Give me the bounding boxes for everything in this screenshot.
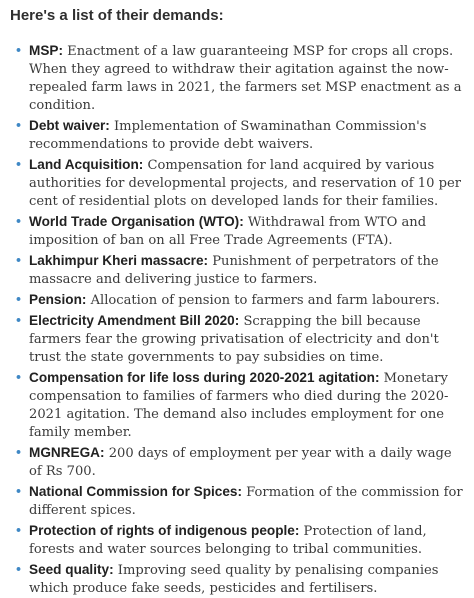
demand-term: Land Acquisition:: [29, 157, 144, 172]
demands-list: [10, 42, 464, 598]
demand-text: Compensation for land acquired by various authorities for developmental projects, and reservation of 10 per cent of residential plots on developed lands for their families.: [29, 158, 461, 209]
demand-text: Scrapping the bill because farmers fear the growing privatisation of electricity and don't trust the state governments to pay subsidies on time.: [29, 314, 439, 365]
bullet-icon: •: [15, 293, 23, 306]
demand-text: Enactment of a law guaranteeing MSP for crops all crops. When they agreed to withdraw their agitation against the now-repealed farm laws in 2021, the farmers set MSP enactment as a condition.: [29, 44, 462, 113]
list-item: [10, 42, 464, 115]
bullet-icon: •: [15, 119, 23, 132]
list-item: [10, 369, 464, 442]
list-item: [10, 561, 464, 598]
bullet-icon: •: [15, 44, 23, 57]
demand-text: Allocation of pension to farmers and farm labourers.: [86, 293, 440, 308]
demand-text: Formation of the commission for different spices.: [29, 485, 463, 518]
bullet-icon: •: [15, 158, 23, 171]
list-item: [10, 291, 464, 310]
bullet-icon: •: [15, 215, 23, 228]
demand-term: Compensation for life loss during 2020-2021 agitation:: [29, 370, 380, 385]
list-item: [10, 312, 464, 367]
demand-term: MSP:: [29, 43, 63, 58]
list-item: [10, 444, 464, 481]
bullet-icon: •: [15, 485, 23, 498]
list-item: [10, 156, 464, 211]
bullet-icon: •: [15, 371, 23, 384]
demand-term: MGNREGA:: [29, 445, 105, 460]
demand-term: Lakhimpur Kheri massacre:: [29, 253, 209, 268]
list-heading: Here's a list of their demands:: [10, 7, 224, 24]
demand-term: Seed quality:: [29, 562, 114, 577]
list-item: [10, 213, 464, 250]
demand-term: National Commission for Spices:: [29, 484, 243, 499]
list-item: [10, 522, 464, 559]
demand-text: Implementation of Swaminathan Commission's recommendations to provide debt waivers.: [29, 119, 427, 152]
bullet-icon: •: [15, 446, 23, 459]
demand-text: Improving seed quality by penalising companies which produce fake seeds, pesticides and fertilisers.: [29, 563, 439, 596]
demand-term: Protection of rights of indigenous people:: [29, 523, 300, 538]
demand-text: 200 days of employment per year with a daily wage of Rs 700.: [29, 446, 452, 479]
bullet-icon: •: [15, 314, 23, 327]
demand-text: Withdrawal from WTO and imposition of ban on all Free Trade Agreements (FTA).: [29, 215, 427, 248]
demand-term: Pension:: [29, 292, 87, 307]
bullet-icon: •: [15, 254, 23, 267]
demand-term: World Trade Organisation (WTO):: [29, 214, 244, 229]
bullet-icon: •: [15, 563, 23, 576]
demand-text: Monetary compensation to families of farmers who died during the 2020-2021 agitation. The demand also includes employment for one family member.: [29, 371, 449, 440]
demand-text: Punishment of perpetrators of the massacre and delivering justice to farmers.: [29, 254, 439, 287]
demand-text: Protection of land, forests and water sources belonging to tribal communities.: [29, 524, 427, 557]
demand-term: Electricity Amendment Bill 2020:: [29, 313, 240, 328]
list-item: [10, 117, 464, 154]
list-item: [10, 252, 464, 289]
list-item: [10, 483, 464, 520]
bullet-icon: •: [15, 524, 23, 537]
demand-term: Debt waiver:: [29, 118, 110, 133]
